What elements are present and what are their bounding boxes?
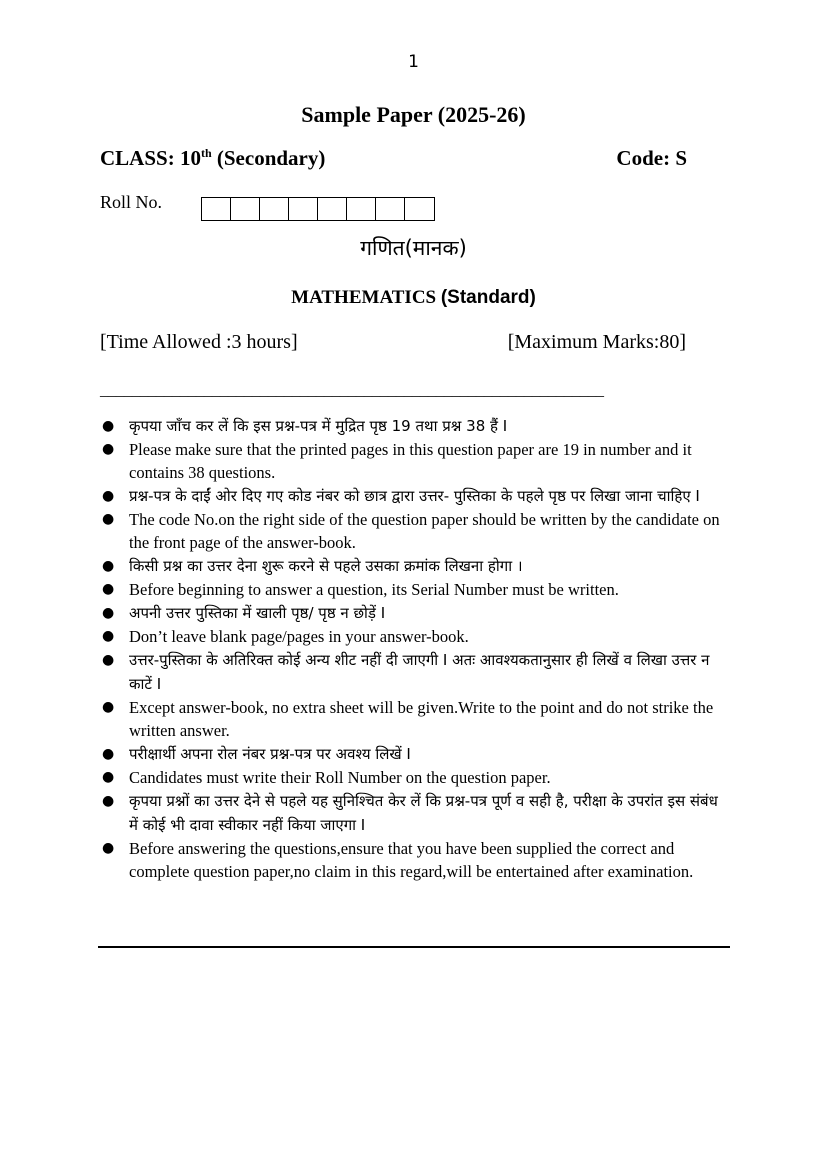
instruction-text: Don’t leave blank page/pages in your answer-book. bbox=[129, 627, 469, 646]
instruction-text: किसी प्रश्न का उत्तर देना शुरू करने से पहले उसका क्रमांक लिखना होगा । bbox=[129, 557, 523, 575]
bullet-icon: ● bbox=[102, 558, 115, 574]
bullet-icon: ● bbox=[102, 769, 115, 785]
list-item bbox=[100, 789, 730, 837]
time-allowed: [Time Allowed :3 hours] bbox=[100, 331, 298, 353]
list-item bbox=[100, 554, 730, 578]
list-item bbox=[100, 837, 730, 883]
page-title: Sample Paper (2025-26) bbox=[301, 102, 526, 127]
instruction-text: The code No.on the right side of the question paper should be written by the candidate on the front page of the answer-book. bbox=[129, 510, 720, 552]
list-item bbox=[100, 766, 730, 789]
instruction-text: कृपया जाँच कर लें कि इस प्रश्न-पत्र में मुद्रित पृष्ठ 19 तथा प्रश्न 38 हैं I bbox=[129, 417, 508, 435]
class-superscript: th bbox=[200, 146, 212, 160]
list-item bbox=[100, 696, 730, 742]
instruction-text: प्रश्न-पत्र के दाईं ओर दिए गए कोड नंबर को छात्र द्वारा उत्तर- पुस्तिका के पहले पृष्ठ पर लिखा जाना चाहिए I bbox=[129, 487, 700, 505]
instruction-text: परीक्षार्थी अपना रोल नंबर प्रश्न-पत्र पर अवश्य लिखें I bbox=[129, 745, 411, 763]
instruction-text: Candidates must write their Roll Number on the question paper. bbox=[129, 768, 551, 787]
class-label bbox=[100, 146, 325, 171]
subject-english bbox=[0, 286, 827, 309]
bullet-icon: ● bbox=[102, 793, 115, 809]
class-suffix: (Secondary) bbox=[211, 146, 326, 170]
roll-box bbox=[318, 198, 347, 220]
list-item bbox=[100, 414, 730, 438]
roll-box bbox=[289, 198, 318, 220]
list-item bbox=[100, 438, 730, 484]
bullet-icon: ● bbox=[102, 699, 115, 715]
list-item bbox=[100, 648, 730, 696]
roll-box bbox=[376, 198, 405, 220]
subject-english-main: MATHEMATICS bbox=[291, 287, 441, 308]
list-item bbox=[100, 484, 730, 508]
subject-hindi: गणित(मानक) bbox=[360, 236, 467, 260]
roll-box bbox=[347, 198, 376, 220]
instructions-list bbox=[100, 414, 730, 883]
list-item bbox=[100, 601, 730, 625]
maximum-marks: [Maximum Marks:80] bbox=[507, 331, 686, 353]
roll-number-boxes bbox=[201, 197, 435, 221]
instruction-text: Before answering the questions,ensure that you have been supplied the correct and complete question paper,no claim in this regard,will be entertained after examination. bbox=[129, 839, 694, 881]
list-item bbox=[100, 578, 730, 601]
bullet-icon: ● bbox=[102, 511, 115, 527]
bullet-icon: ● bbox=[102, 441, 115, 457]
instruction-text: Please make sure that the printed pages in this question paper are 19 in number and it contains 38 questions. bbox=[129, 440, 692, 482]
page-number: 1 bbox=[408, 52, 419, 72]
bullet-icon: ● bbox=[102, 628, 115, 644]
bottom-divider bbox=[98, 946, 730, 948]
subject-english-paren: (Standard) bbox=[440, 287, 536, 308]
list-item bbox=[100, 508, 730, 554]
roll-number-label: Roll No. bbox=[100, 192, 163, 212]
list-item bbox=[100, 742, 730, 766]
class-text: CLASS: 10 bbox=[100, 146, 201, 170]
bullet-icon: ● bbox=[102, 652, 115, 668]
instruction-text: अपनी उत्तर पुस्तिका में खाली पृष्ठ/ पृष्ठ न छोड़ें I bbox=[129, 604, 386, 622]
bullet-icon: ● bbox=[102, 746, 115, 762]
bullet-icon: ● bbox=[102, 418, 115, 434]
bullet-icon: ● bbox=[102, 840, 115, 856]
list-item bbox=[100, 625, 730, 648]
instruction-text: Before beginning to answer a question, its Serial Number must be written. bbox=[129, 580, 619, 599]
roll-box bbox=[405, 198, 434, 220]
roll-box bbox=[260, 198, 289, 220]
instruction-text: Except answer-book, no extra sheet will be given.Write to the point and do not strike the written answer. bbox=[129, 698, 714, 740]
bullet-icon: ● bbox=[102, 488, 115, 504]
instruction-text: उत्तर-पुस्तिका के अतिरिक्त कोई अन्य शीट नहीं दी जाएगी I अतः आवश्यकतानुसार ही लिखें व लिखा उत्तर न काटें I bbox=[129, 651, 710, 693]
roll-box bbox=[231, 198, 260, 220]
instruction-text: कृपया प्रश्नों का उत्तर देने से पहले यह सुनिश्चित केर लें कि प्रश्न-पत्र पूर्ण व सही है, परीक्षा के उपरांत इस संबंध में कोई भी दावा स्वीकार नहीं किया जाएगा I bbox=[129, 792, 718, 834]
bullet-icon: ● bbox=[102, 605, 115, 621]
bullet-icon: ● bbox=[102, 581, 115, 597]
paper-code: Code: S bbox=[616, 146, 687, 170]
separator-line: _______________________________________________________________ bbox=[100, 382, 604, 399]
roll-box bbox=[202, 198, 231, 220]
